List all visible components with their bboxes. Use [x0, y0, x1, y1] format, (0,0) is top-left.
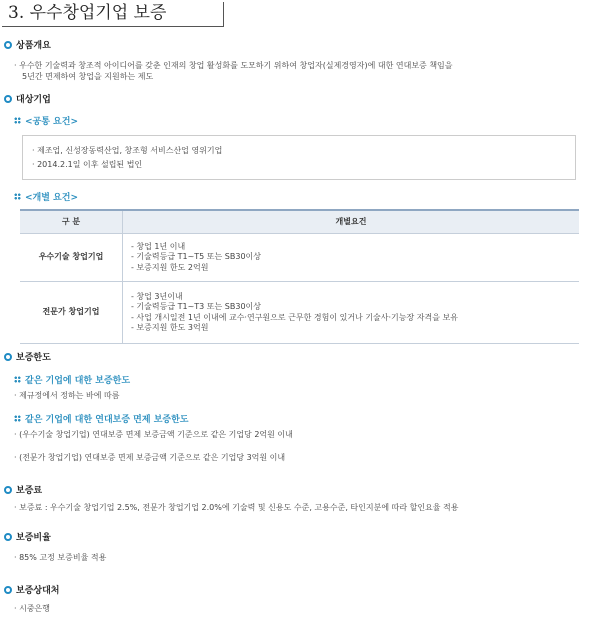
page-title: 3. 우수창업기업 보증 [8, 3, 167, 23]
limit-sub2-item-2: · (전문가 창업기업) 연대보증 면제 보증금액 기준으로 같은 기업당 3억원 이내 [14, 453, 286, 462]
section-target-heading [4, 95, 51, 107]
row-item: - 기술력등급 T1~T3 또는 SB30이상 [131, 302, 262, 312]
circle-bullet-icon [4, 533, 12, 541]
circle-bullet-icon [4, 586, 12, 594]
row-label: 전문가 창업기업 [20, 282, 123, 344]
dots-icon [14, 415, 21, 422]
dots-icon [14, 117, 21, 124]
dots-icon [14, 193, 21, 200]
ratio-item: · 85% 고정 보증비율 적용 [14, 553, 107, 562]
table-row [20, 234, 579, 282]
dots-icon [14, 376, 21, 383]
common-requirements-title [14, 117, 78, 129]
table-header-row [20, 210, 579, 234]
common-item-2: · 2014.2.1일 이후 설립된 법인 [32, 160, 143, 169]
section-heading-text: 보증상대처 [16, 586, 60, 596]
individual-requirements-table [20, 209, 579, 344]
table-header-category: 구 분 [20, 210, 123, 234]
limit-sub1-item: · 제규정에서 정하는 바에 따름 [14, 391, 120, 400]
row-item: - 창업 1년 이내 [131, 241, 186, 251]
individual-requirements-title [14, 193, 78, 205]
subheading-text: <개별 요건> [25, 193, 78, 203]
fee-item: · 보증료 : 우수기술 창업기업 2.5%, 전문가 창업기업 2.0%에 기술력 및 신용도 수준, 고용수준, 타인지분에 따라 할인요율 적용 [14, 503, 459, 512]
row-item: - 보증지원 한도 2억원 [131, 262, 209, 272]
subheading-text: 같은 기업에 대한 연대보증 면제 보증한도 [25, 415, 189, 425]
section-heading-text: 보증한도 [16, 353, 51, 363]
common-item-1: · 제조업, 신성장동력산업, 창조형 서비스산업 영위기업 [32, 146, 223, 155]
limit-sub2-title [14, 415, 188, 427]
row-item: - 사업 개시일전 1년 이내에 교수·연구원으로 근무한 경험이 있거나 기술사·기능장 자격을 보유 [131, 312, 458, 322]
section-limit-heading [4, 353, 51, 365]
row-item: - 보증지원 한도 3억원 [131, 322, 209, 332]
section-heading-text: 보증료 [16, 486, 43, 496]
counterparty-item: · 시중은행 [14, 604, 50, 613]
row-item: - 기술력등급 T1~T5 또는 SB30이상 [131, 252, 262, 262]
common-requirements-box [22, 135, 576, 180]
section-heading-text: 상품개요 [16, 41, 51, 51]
table-row [20, 282, 579, 344]
row-label: 우수기술 창업기업 [20, 234, 123, 282]
section-heading-text: 대상기업 [16, 95, 51, 105]
limit-sub1-title [14, 376, 130, 388]
circle-bullet-icon [4, 95, 12, 103]
circle-bullet-icon [4, 353, 12, 361]
section-overview-heading [4, 41, 51, 53]
overview-line-2: 5년간 면제하여 창업을 지원하는 제도 [22, 72, 154, 81]
subheading-text: <공통 요건> [25, 117, 78, 127]
row-item: - 창업 3년이내 [131, 291, 183, 301]
section-heading-text: 보증비율 [16, 533, 51, 543]
table-header-requirements: 개별요건 [123, 210, 580, 234]
row-content [123, 234, 580, 282]
subheading-text: 같은 기업에 대한 보증한도 [25, 376, 131, 386]
circle-bullet-icon [4, 41, 12, 49]
limit-sub2-item-1: · (우수기술 창업기업) 연대보증 면제 보증금액 기준으로 같은 기업당 2억원 이내 [14, 430, 293, 439]
section-fee-heading [4, 486, 42, 498]
row-content [123, 282, 580, 344]
circle-bullet-icon [4, 486, 12, 494]
overview-line-1: · 우수한 기술력과 창조적 아이디어를 갖춘 인재의 창업 활성화를 도모하기 위하여 창업자(실제경영자)에 대한 연대보증 책임을 [14, 61, 453, 70]
section-ratio-heading [4, 533, 51, 545]
section-counterparty-heading [4, 586, 59, 598]
